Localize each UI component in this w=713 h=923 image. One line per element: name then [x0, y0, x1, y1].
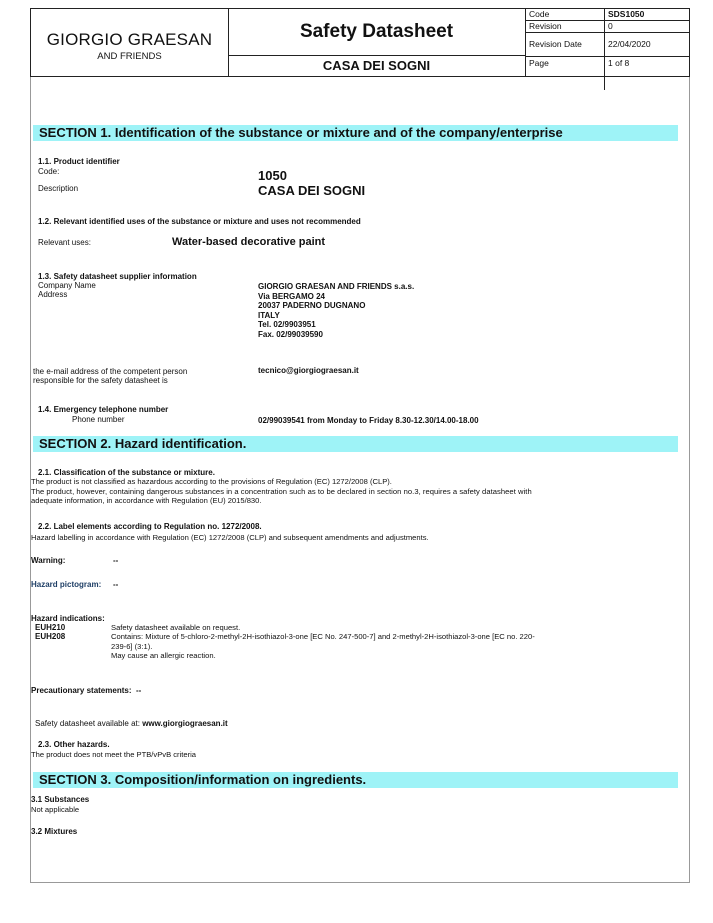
address-line: Via BERGAMO 24 — [258, 291, 325, 301]
description-value: CASA DEI SOGNI — [258, 183, 366, 198]
document-header — [30, 8, 690, 77]
address-line: Tel. 02/9903951 — [258, 320, 316, 329]
code-value: 1050 — [258, 168, 287, 183]
euh210-code: EUH210 — [35, 623, 66, 632]
page-bottom-rule — [30, 882, 690, 883]
s13-title: 1.3. Safety datasheet supplier information — [38, 272, 197, 281]
meta-row-revision-date — [526, 33, 690, 57]
s22-title: 2.2. Label elements according to Regulation no. 1272/2008. — [38, 522, 262, 531]
euh208-line: Contains: Mixture of 5-chloro-2-methyl-2H-isothiazol-3-one [EC No. 247-500-7] and 2-methyl-2H-isothiazol-3-one [EC no. 220- — [111, 632, 535, 641]
warning-label: Warning: — [31, 556, 66, 565]
euh208-code: EUH208 — [35, 632, 66, 641]
meta-key: Code — [526, 9, 605, 20]
s21-line: adequate information, in accordance with Regulation (EU) 2015/830. — [31, 496, 262, 505]
meta-key: Revision — [526, 21, 605, 32]
meta-row-code — [526, 9, 690, 21]
euh208-line: 239-6] (3:1). — [111, 641, 153, 651]
section-1-heading: SECTION 1. Identification of the substance or mixture and of the company/enterprise — [33, 125, 678, 141]
s21-line: The product, however, containing dangerous substances in a concentration such as to be declared in section no.3, requires a safety datasheet with — [31, 486, 532, 496]
description-label: Description — [38, 184, 79, 193]
company-name-label: Company Name — [38, 281, 96, 290]
meta-key: Revision Date — [526, 33, 605, 56]
relevant-uses-label: Relevant uses: — [38, 238, 91, 247]
code-label: Code: — [38, 167, 60, 176]
s23-text: The product does not meet the PTB/vPvB criteria — [31, 750, 197, 759]
pictogram-value: -- — [113, 580, 119, 589]
euh210-text: Safety datasheet available on request. — [111, 623, 241, 632]
website-link[interactable]: www.giorgiograesan.it — [142, 719, 228, 728]
section-3-heading: SECTION 3. Composition/information on ingredients. — [33, 772, 678, 788]
s23-title: 2.3. Other hazards. — [38, 740, 110, 749]
address-label: Address — [38, 290, 68, 299]
address-line: ITALY — [258, 310, 280, 320]
precautionary-label — [31, 686, 141, 695]
meta-row-revision — [526, 21, 690, 33]
s21-text — [31, 477, 686, 506]
header-product-name: CASA DEI SOGNI — [228, 56, 526, 76]
section-2-heading: SECTION 2. Hazard identification. — [33, 436, 678, 452]
company-name-value: GIORGIO GRAESAN AND FRIENDS s.a.s. — [258, 282, 415, 291]
s31-value: Not applicable — [31, 805, 80, 814]
email-label-line: the e-mail address of the competent person — [33, 367, 188, 376]
company-subtitle: AND FRIENDS — [97, 51, 162, 62]
warning-value: -- — [113, 556, 119, 565]
datasheet-available — [35, 719, 228, 728]
email-label-line: responsible for the safety datasheet is — [33, 376, 168, 385]
precautionary-label-text: Precautionary statements: — [31, 686, 132, 695]
datasheet-available-prefix: Safety datasheet available at: — [35, 719, 143, 728]
document-title: Safety Datasheet — [228, 9, 526, 56]
address-line: 20037 PADERNO DUGNANO — [258, 301, 366, 310]
company-name: GIORGIO GRAESAN — [46, 30, 213, 49]
s31-title: 3.1 Substances — [31, 795, 90, 804]
phone-value: 02/99039541 from Monday to Friday 8.30-12.30/14.00-18.00 — [258, 416, 479, 425]
s32-title: 3.2 Mixtures — [31, 827, 78, 836]
address-line: Fax. 02/99039590 — [258, 329, 323, 339]
email-label — [33, 367, 187, 385]
meta-value: 22/04/2020 — [608, 39, 651, 49]
euh208-line: May cause an allergic reaction. — [111, 651, 216, 660]
meta-key: Page — [526, 57, 605, 90]
meta-value: 0 — [608, 21, 613, 31]
precautionary-value: -- — [135, 686, 142, 695]
meta-value: SDS1050 — [608, 9, 645, 19]
s12-title: 1.2. Relevant identified uses of the substance or mixture and uses not recommended — [38, 217, 361, 226]
s21-title: 2.1. Classification of the substance or mixture. — [38, 468, 215, 477]
pictogram-label: Hazard pictogram: — [31, 580, 102, 589]
relevant-uses-value: Water-based decorative paint — [172, 236, 326, 248]
supplier-details — [258, 282, 414, 339]
s11-title: 1.1. Product identifier — [38, 157, 120, 166]
euh208-text — [111, 632, 535, 661]
s21-line: The product is not classified as hazardous according to the provisions of Regulation (EC) 1272/2008 (CLP). — [31, 477, 392, 486]
s22-text: Hazard labelling in accordance with Regulation (EC) 1272/2008 (CLP) and subsequent amendments and adjustments. — [31, 533, 429, 542]
email-value: tecnico@giorgiograesan.it — [258, 366, 359, 375]
company-cell — [31, 9, 229, 76]
phone-label: Phone number — [72, 415, 125, 424]
meta-value: 1 of 8 — [608, 58, 630, 68]
s14-title: 1.4. Emergency telephone number — [38, 405, 169, 414]
hazard-indications-title: Hazard indications: — [31, 614, 105, 623]
